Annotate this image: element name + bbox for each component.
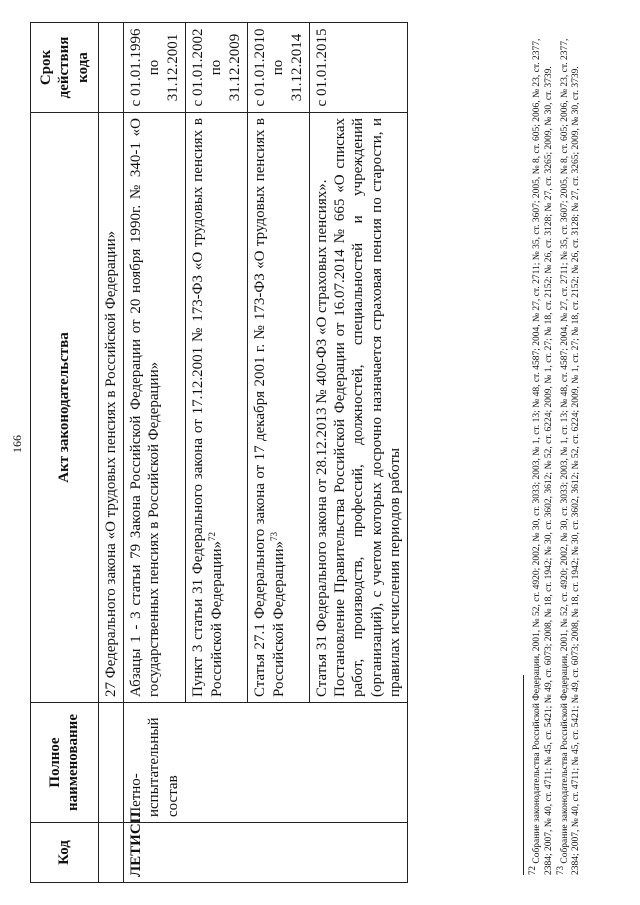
footnote-text: Собрание законодательства Российской Федерации, 2001, № 52, ст. 4920; 2002, № 30, ст. 3033; 2003, № 1, ст. 13; № 48, ст. 4587; 2004, № 27, ст. 2711; № 35, ст. 3607; 2005, № 8, ст. 605; 2006, № 23, ст. 2377, 2384; 2007, № 40, ст. 4711; № 45, ст. 5421; № 49, ст. 6073; 2008, № 18, ст. 1942; № 30, ст. 3602, 3612; № 52, ст. 6224; 2009, № 1, ст. 27; № 18, ст. 2152; № 26, ст. 3128; № 27, ст. 3265; 2009, № 30, ст. 3739. (560, 38, 582, 875)
header-full-name: Полное наименование (31, 703, 99, 823)
act-text: Пункт 3 статьи 31 Федерального закона от 17.12.2001 № 173-ФЗ «О трудовых пенсиях в Российской Федерации» (190, 118, 226, 697)
footnote-number: 73 (554, 866, 565, 875)
footnote-ref: 72 (207, 531, 218, 541)
footnote (555, 35, 583, 875)
act-text-2: Постановление Правительства Российской Федерации от 16.07.2014 № 665 «О списках работ, производств, профессий, должностей, специальностей и учреждений (организаций), с учетом которых досрочно назначается страховая пенсия по старости, и правилах исчисления периодов работы (332, 118, 404, 697)
page-number: 166 (10, 435, 24, 453)
section-row-text: 27 Федерального закона «О трудовых пенсиях в Российской Федерации» (98, 113, 123, 703)
table-header-row (31, 23, 99, 883)
code-cell: ЛЕТИСП (124, 823, 408, 883)
header-code: Код (31, 823, 99, 883)
table-row (124, 23, 186, 883)
act-cell (186, 113, 248, 703)
term-cell: с 01.01.2015 (309, 23, 407, 113)
footnote-number: 72 (527, 866, 537, 875)
footnotes (527, 35, 583, 875)
header-act: Акт законодательства (31, 113, 99, 703)
footnote (527, 35, 555, 875)
term-cell: с 01.01.2010 по 31.12.2014 (247, 23, 309, 113)
full-name-cell: Летно-испытательный состав (124, 703, 408, 823)
act-text: Статья 27.1 Федерального закона от 17 декабря 2001 г. № 173-ФЗ «О трудовых пенсиях в Российской Федерации» (251, 118, 288, 697)
header-term: Срок действия кода (31, 23, 99, 113)
term-cell: с 01.01.2002 по 31.12.2009 (186, 23, 248, 113)
code-table (30, 22, 408, 883)
footnote-divider (523, 675, 524, 875)
footnote-ref: 73 (269, 531, 280, 541)
section-row (98, 23, 123, 883)
act-cell (124, 113, 186, 703)
act-cell (309, 113, 407, 703)
act-text: Абзацы 1 - 3 статьи 79 Закона Российской Федерации от 20 ноября 1990г. № 340-1 «О государственных пенсиях в Российской Федерации» (128, 118, 163, 697)
act-text: Статья 31 Федерального закона от 28.12.2013 № 400-ФЗ «О страховых пенсиях». (313, 179, 330, 697)
footnote-text: Собрание законодательства Российской Федерации, 2001, № 52, ст. 4920; 2002, № 30, ст. 3033; 2003, № 1, ст. 13; № 48, ст. 4587; 2004, № 27, ст. 2711; № 35, ст. 3607; 2005, № 8, ст. 605; 2006, № 23, ст. 2377, 2384; 2007, № 40, ст. 4711; № 45, ст. 5421; № 49, ст. 6073; 2008, № 18, ст. 1942; № 30, ст. 3602, 3612; № 52, ст. 6224; 2009, № 1, ст. 27; № 18, ст. 2152; № 26, ст. 3128; № 27, ст. 3265; 2009, № 30, ст. 3739. (532, 38, 554, 875)
act-cell (247, 113, 309, 703)
term-cell: с 01.01.1996 по 31.12.2001 (124, 23, 186, 113)
